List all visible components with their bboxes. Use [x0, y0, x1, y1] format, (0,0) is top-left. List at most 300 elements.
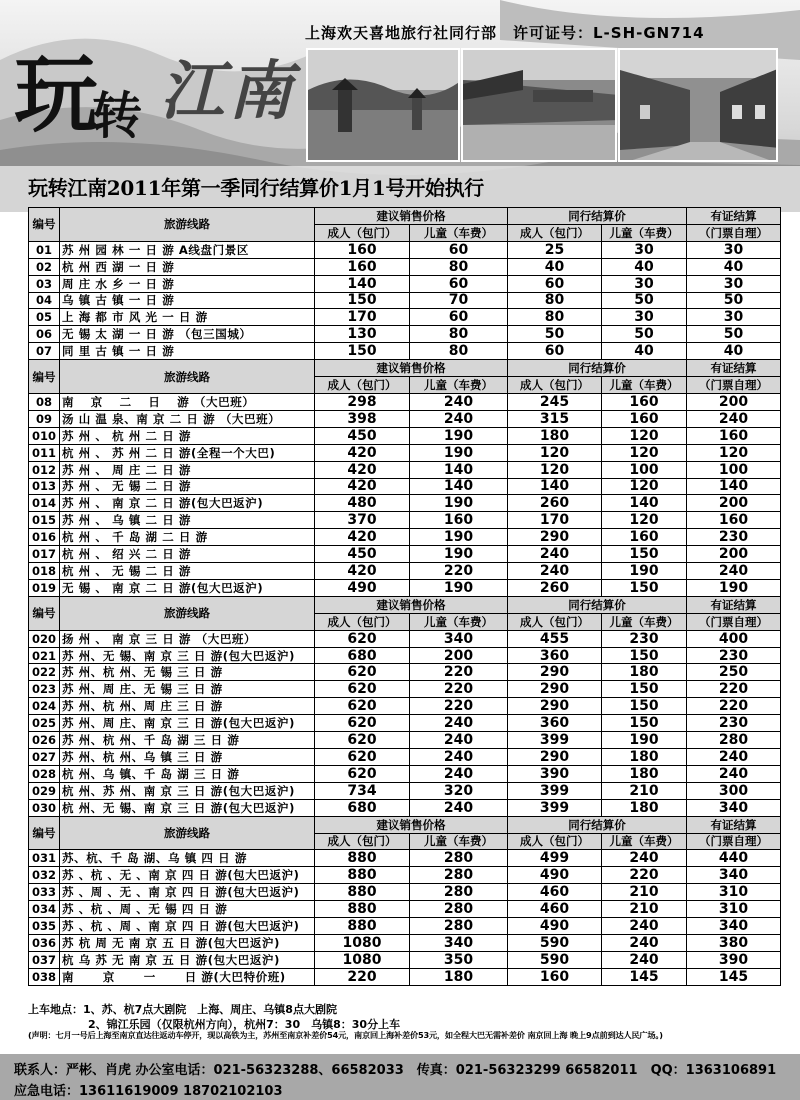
table-row [29, 546, 781, 563]
peer-child-price: 180 [602, 749, 687, 766]
logo-char-zhuan: 转 [92, 86, 142, 145]
header-cert: 有证结算 [687, 360, 781, 377]
peer-adult-price: 260 [508, 579, 602, 596]
table-row [29, 901, 781, 918]
section-header-row [29, 208, 781, 225]
table-row [29, 934, 781, 951]
peer-adult-price: 290 [508, 664, 602, 681]
emergency-line: 应急电话：13611619009 18702102103 [14, 1084, 283, 1099]
peer-child-price: 240 [602, 918, 687, 935]
peer-adult-price: 290 [508, 749, 602, 766]
header-route: 旅游线路 [60, 360, 315, 394]
route-name: 杭 州、乌 镇、千 岛 湖 三 日 游 [60, 765, 315, 782]
retail-child-price: 240 [410, 410, 508, 427]
table-row [29, 326, 781, 343]
cert-price: 230 [687, 647, 781, 664]
cert-price: 160 [687, 427, 781, 444]
page-title: 玩转江南2011年第一季同行结算价1月1号开始执行 [28, 176, 484, 200]
retail-child-price: 200 [410, 647, 508, 664]
retail-adult-price: 370 [315, 512, 410, 529]
peer-child-price: 210 [602, 901, 687, 918]
retail-adult-price: 620 [315, 698, 410, 715]
route-name: 苏 州、周 庄、南 京 三 日 游(包大巴返沪) [60, 715, 315, 732]
route-number: 018 [29, 563, 60, 580]
cert-price: 300 [687, 782, 781, 799]
agency-license-line: 上海欢天喜地旅行社同行部 许可证号：L-SH-GN714 [305, 24, 705, 42]
route-number: 026 [29, 732, 60, 749]
retail-adult-price: 880 [315, 884, 410, 901]
cert-price: 230 [687, 529, 781, 546]
route-number: 037 [29, 951, 60, 968]
table-row [29, 681, 781, 698]
retail-adult-price: 1080 [315, 934, 410, 951]
retail-adult-price: 130 [315, 326, 410, 343]
peer-child-price: 30 [602, 241, 687, 258]
peer-child-price: 150 [602, 579, 687, 596]
table-row [29, 749, 781, 766]
disclaimer: (声明：七月一号后上海至南京直达往返动车停开，现以高铁为主，苏州至南京补差价54元，南京回上海补差价53元，如全程大巴无需补差价 南京回上海 晚上9点前到达人民广场。) [28, 1030, 663, 1040]
retail-child-price: 190 [410, 546, 508, 563]
subheader-peer-child: 儿童（车费） [602, 224, 687, 241]
retail-adult-price: 160 [315, 241, 410, 258]
cert-price: 200 [687, 546, 781, 563]
cert-price: 100 [687, 461, 781, 478]
table-row [29, 393, 781, 410]
subheader-cert: （门票自理） [687, 377, 781, 394]
cert-price: 30 [687, 275, 781, 292]
cert-price: 30 [687, 309, 781, 326]
peer-adult-price: 590 [508, 951, 602, 968]
route-number: 029 [29, 782, 60, 799]
subheader-retail-adult: 成人（包门） [315, 833, 410, 850]
retail-adult-price: 298 [315, 393, 410, 410]
route-number: 09 [29, 410, 60, 427]
section-header-row [29, 360, 781, 377]
peer-adult-price: 260 [508, 495, 602, 512]
table-row [29, 799, 781, 816]
subheader-retail-child: 儿童（车费） [410, 377, 508, 394]
retail-adult-price: 420 [315, 461, 410, 478]
route-number: 038 [29, 968, 60, 985]
contact-footer [0, 1054, 800, 1100]
subheader-retail-child: 儿童（车费） [410, 833, 508, 850]
route-number: 01 [29, 241, 60, 258]
subheader-peer-adult: 成人（包门） [508, 833, 602, 850]
cert-price: 280 [687, 732, 781, 749]
table-row [29, 343, 781, 360]
peer-adult-price: 240 [508, 563, 602, 580]
pickup-note-2: 2、锦江乐园（仅限杭州方向），杭州7：30 乌镇8：30分上车 [88, 1018, 401, 1031]
header-banner [0, 0, 800, 212]
cert-price: 145 [687, 968, 781, 985]
retail-adult-price: 450 [315, 427, 410, 444]
route-number: 013 [29, 478, 60, 495]
header-cert: 有证结算 [687, 208, 781, 225]
peer-child-price: 150 [602, 647, 687, 664]
route-number: 04 [29, 292, 60, 309]
route-name: 苏 州 、 周 庄 二 日 游 [60, 461, 315, 478]
subheader-cert: （门票自理） [687, 224, 781, 241]
table-row [29, 630, 781, 647]
retail-adult-price: 420 [315, 563, 410, 580]
retail-child-price: 140 [410, 461, 508, 478]
peer-child-price: 100 [602, 461, 687, 478]
table-row [29, 664, 781, 681]
peer-child-price: 120 [602, 512, 687, 529]
route-name: 扬 州 、 南 京 三 日 游 （大巴班） [60, 630, 315, 647]
retail-adult-price: 680 [315, 799, 410, 816]
retail-adult-price: 220 [315, 968, 410, 985]
retail-child-price: 180 [410, 968, 508, 985]
table-row [29, 275, 781, 292]
route-number: 022 [29, 664, 60, 681]
retail-adult-price: 880 [315, 901, 410, 918]
peer-adult-price: 170 [508, 512, 602, 529]
table-row [29, 309, 781, 326]
retail-adult-price: 170 [315, 309, 410, 326]
retail-child-price: 280 [410, 884, 508, 901]
peer-child-price: 180 [602, 799, 687, 816]
logo-jiangnan: 江南 [160, 54, 296, 129]
table-row [29, 850, 781, 867]
header-route: 旅游线路 [60, 208, 315, 242]
retail-adult-price: 420 [315, 444, 410, 461]
retail-child-price: 220 [410, 664, 508, 681]
logo-char-wan: 玩 [14, 45, 99, 144]
retail-child-price: 80 [410, 258, 508, 275]
peer-child-price: 40 [602, 343, 687, 360]
table-row [29, 951, 781, 968]
retail-child-price: 80 [410, 343, 508, 360]
route-name: 汤 山 温 泉、南 京 二 日 游 （大巴班） [60, 410, 315, 427]
peer-adult-price: 245 [508, 393, 602, 410]
header-retail: 建议销售价格 [315, 360, 508, 377]
header-retail: 建议销售价格 [315, 816, 508, 833]
cert-price: 120 [687, 444, 781, 461]
route-name: 南 京 二 日 游 （大巴班） [60, 393, 315, 410]
route-number: 024 [29, 698, 60, 715]
cert-price: 440 [687, 850, 781, 867]
route-name: 周 庄 水 乡 一 日 游 [60, 275, 315, 292]
retail-child-price: 60 [410, 309, 508, 326]
retail-child-price: 190 [410, 579, 508, 596]
peer-child-price: 120 [602, 444, 687, 461]
subheader-retail-child: 儿童（车费） [410, 224, 508, 241]
peer-child-price: 240 [602, 934, 687, 951]
table-row [29, 529, 781, 546]
section-header-row [29, 596, 781, 613]
peer-child-price: 30 [602, 275, 687, 292]
peer-adult-price: 460 [508, 884, 602, 901]
retail-adult-price: 680 [315, 647, 410, 664]
peer-adult-price: 399 [508, 799, 602, 816]
peer-child-price: 145 [602, 968, 687, 985]
peer-adult-price: 315 [508, 410, 602, 427]
peer-child-price: 40 [602, 258, 687, 275]
header-retail: 建议销售价格 [315, 208, 508, 225]
peer-child-price: 190 [602, 732, 687, 749]
cert-price: 190 [687, 579, 781, 596]
route-name: 杭 州、无 锡、南 京 三 日 游(包大巴返沪) [60, 799, 315, 816]
route-number: 035 [29, 918, 60, 935]
cert-price: 240 [687, 765, 781, 782]
water-town-photo [618, 48, 778, 162]
cert-price: 30 [687, 241, 781, 258]
peer-child-price: 150 [602, 681, 687, 698]
peer-adult-price: 290 [508, 698, 602, 715]
route-name: 苏 州 、 乌 镇 二 日 游 [60, 512, 315, 529]
peer-adult-price: 40 [508, 258, 602, 275]
cert-price: 380 [687, 934, 781, 951]
retail-child-price: 220 [410, 563, 508, 580]
section-header-row [29, 816, 781, 833]
route-number: 023 [29, 681, 60, 698]
route-number: 017 [29, 546, 60, 563]
route-name: 苏 州、杭 州、无 锡 三 日 游 [60, 664, 315, 681]
header-route: 旅游线路 [60, 816, 315, 850]
route-name: 无 锡 太 湖 一 日 游 （包三国城） [60, 326, 315, 343]
retail-adult-price: 734 [315, 782, 410, 799]
header-peer: 同行结算价 [508, 360, 687, 377]
peer-adult-price: 160 [508, 968, 602, 985]
subheader-cert: （门票自理） [687, 833, 781, 850]
table-row [29, 563, 781, 580]
retail-adult-price: 398 [315, 410, 410, 427]
retail-child-price: 220 [410, 698, 508, 715]
header-cert: 有证结算 [687, 596, 781, 613]
route-name: 杭 州、苏 州、南 京 三 日 游(包大巴返沪) [60, 782, 315, 799]
table-row [29, 478, 781, 495]
retail-child-price: 70 [410, 292, 508, 309]
header-no: 编号 [29, 596, 60, 630]
table-row [29, 782, 781, 799]
header-peer: 同行结算价 [508, 596, 687, 613]
cert-price: 250 [687, 664, 781, 681]
peer-adult-price: 120 [508, 444, 602, 461]
route-name: 杭 州 、 苏 州 二 日 游(全程一个大巴) [60, 444, 315, 461]
route-number: 028 [29, 765, 60, 782]
cert-price: 390 [687, 951, 781, 968]
route-name: 苏 州、无 锡、南 京 三 日 游(包大巴返沪) [60, 647, 315, 664]
route-name: 苏、杭、千 岛 湖、乌 镇 四 日 游 [60, 850, 315, 867]
header-peer: 同行结算价 [508, 208, 687, 225]
retail-adult-price: 620 [315, 630, 410, 647]
peer-adult-price: 455 [508, 630, 602, 647]
route-name: 南 京 一 日 游(大巴特价班) [60, 968, 315, 985]
cert-price: 400 [687, 630, 781, 647]
subheader-retail-adult: 成人（包门） [315, 224, 410, 241]
cert-price: 50 [687, 326, 781, 343]
retail-child-price: 280 [410, 867, 508, 884]
route-name: 杭 乌 苏 无 南 京 五 日 游(包大巴返沪) [60, 951, 315, 968]
table-row [29, 698, 781, 715]
peer-child-price: 150 [602, 698, 687, 715]
route-number: 036 [29, 934, 60, 951]
route-name: 杭 州 、 千 岛 湖 二 日 游 [60, 529, 315, 546]
peer-child-price: 180 [602, 664, 687, 681]
table-row [29, 410, 781, 427]
peer-adult-price: 180 [508, 427, 602, 444]
route-name: 苏 、杭 、周 、无 锡 四 日 游 [60, 901, 315, 918]
cert-price: 220 [687, 698, 781, 715]
peer-adult-price: 490 [508, 918, 602, 935]
cert-price: 240 [687, 749, 781, 766]
table-row [29, 495, 781, 512]
peer-child-price: 120 [602, 427, 687, 444]
route-name: 苏 州、杭 州、周 庄 三 日 游 [60, 698, 315, 715]
retail-child-price: 240 [410, 799, 508, 816]
cert-price: 230 [687, 715, 781, 732]
peer-child-price: 240 [602, 951, 687, 968]
route-number: 027 [29, 749, 60, 766]
retail-child-price: 280 [410, 918, 508, 935]
retail-adult-price: 880 [315, 850, 410, 867]
canal-town-photo [461, 48, 617, 162]
route-name: 杭 州 、 无 锡 二 日 游 [60, 563, 315, 580]
retail-adult-price: 620 [315, 765, 410, 782]
retail-adult-price: 620 [315, 715, 410, 732]
peer-child-price: 160 [602, 529, 687, 546]
peer-adult-price: 590 [508, 934, 602, 951]
subheader-peer-child: 儿童（车费） [602, 377, 687, 394]
peer-adult-price: 25 [508, 241, 602, 258]
peer-adult-price: 120 [508, 461, 602, 478]
retail-child-price: 190 [410, 495, 508, 512]
route-number: 08 [29, 393, 60, 410]
route-name: 苏 州、杭 州、乌 镇 三 日 游 [60, 749, 315, 766]
retail-child-price: 340 [410, 934, 508, 951]
cert-price: 240 [687, 563, 781, 580]
route-number: 031 [29, 850, 60, 867]
route-number: 010 [29, 427, 60, 444]
west-lake-photo [306, 48, 460, 162]
peer-child-price: 160 [602, 410, 687, 427]
retail-child-price: 240 [410, 765, 508, 782]
retail-child-price: 190 [410, 427, 508, 444]
peer-adult-price: 399 [508, 782, 602, 799]
route-name: 苏 州、杭 州、千 岛 湖 三 日 游 [60, 732, 315, 749]
table-row [29, 292, 781, 309]
route-number: 012 [29, 461, 60, 478]
retail-child-price: 280 [410, 901, 508, 918]
header-no: 编号 [29, 208, 60, 242]
route-name: 杭 州 、 绍 兴 二 日 游 [60, 546, 315, 563]
peer-adult-price: 140 [508, 478, 602, 495]
peer-adult-price: 360 [508, 647, 602, 664]
header-no: 编号 [29, 816, 60, 850]
route-number: 021 [29, 647, 60, 664]
retail-adult-price: 620 [315, 749, 410, 766]
header-cert: 有证结算 [687, 816, 781, 833]
retail-adult-price: 620 [315, 732, 410, 749]
route-name: 杭 州 西 湖 一 日 游 [60, 258, 315, 275]
subheader-peer-adult: 成人（包门） [508, 613, 602, 630]
price-table [28, 207, 781, 986]
route-name: 苏 杭 周 无 南 京 五 日 游(包大巴返沪) [60, 934, 315, 951]
retail-adult-price: 420 [315, 478, 410, 495]
route-name: 上 海 都 市 风 光 一 日 游 [60, 309, 315, 326]
cert-price: 340 [687, 799, 781, 816]
subheader-peer-adult: 成人（包门） [508, 377, 602, 394]
table-row [29, 427, 781, 444]
route-name: 苏 州 、 无 锡 二 日 游 [60, 478, 315, 495]
route-number: 025 [29, 715, 60, 732]
retail-child-price: 350 [410, 951, 508, 968]
pickup-note-1: 上车地点：1、苏、杭7点大剧院 上海、周庄、乌镇8点大剧院 [28, 1003, 337, 1016]
header-route: 旅游线路 [60, 596, 315, 630]
route-name: 苏 州 、 南 京 二 日 游(包大巴返沪) [60, 495, 315, 512]
peer-child-price: 230 [602, 630, 687, 647]
table-row [29, 732, 781, 749]
retail-adult-price: 620 [315, 681, 410, 698]
peer-adult-price: 240 [508, 546, 602, 563]
cert-price: 240 [687, 410, 781, 427]
table-row [29, 461, 781, 478]
peer-adult-price: 399 [508, 732, 602, 749]
table-row [29, 884, 781, 901]
peer-child-price: 150 [602, 715, 687, 732]
peer-child-price: 50 [602, 326, 687, 343]
route-number: 015 [29, 512, 60, 529]
retail-child-price: 190 [410, 529, 508, 546]
header-peer: 同行结算价 [508, 816, 687, 833]
peer-child-price: 150 [602, 546, 687, 563]
route-name: 乌 镇 古 镇 一 日 游 [60, 292, 315, 309]
header-no: 编号 [29, 360, 60, 394]
peer-child-price: 210 [602, 782, 687, 799]
retail-child-price: 280 [410, 850, 508, 867]
peer-adult-price: 290 [508, 529, 602, 546]
retail-child-price: 160 [410, 512, 508, 529]
cert-price: 160 [687, 512, 781, 529]
peer-adult-price: 80 [508, 309, 602, 326]
retail-adult-price: 480 [315, 495, 410, 512]
retail-adult-price: 160 [315, 258, 410, 275]
retail-adult-price: 150 [315, 343, 410, 360]
table-row [29, 444, 781, 461]
retail-child-price: 340 [410, 630, 508, 647]
peer-adult-price: 390 [508, 765, 602, 782]
retail-child-price: 140 [410, 478, 508, 495]
cert-price: 340 [687, 918, 781, 935]
table-row [29, 241, 781, 258]
subheader-retail-adult: 成人（包门） [315, 377, 410, 394]
retail-child-price: 60 [410, 275, 508, 292]
retail-child-price: 190 [410, 444, 508, 461]
subheader-peer-child: 儿童（车费） [602, 833, 687, 850]
route-number: 05 [29, 309, 60, 326]
route-number: 03 [29, 275, 60, 292]
peer-adult-price: 499 [508, 850, 602, 867]
cert-price: 310 [687, 901, 781, 918]
cert-price: 220 [687, 681, 781, 698]
retail-child-price: 220 [410, 681, 508, 698]
retail-child-price: 320 [410, 782, 508, 799]
route-number: 011 [29, 444, 60, 461]
route-number: 032 [29, 867, 60, 884]
cert-price: 140 [687, 478, 781, 495]
cert-price: 340 [687, 867, 781, 884]
route-number: 06 [29, 326, 60, 343]
subheader-retail-child: 儿童（车费） [410, 613, 508, 630]
retail-adult-price: 150 [315, 292, 410, 309]
table-row [29, 647, 781, 664]
peer-child-price: 240 [602, 850, 687, 867]
route-number: 030 [29, 799, 60, 816]
peer-child-price: 30 [602, 309, 687, 326]
subheader-retail-adult: 成人（包门） [315, 613, 410, 630]
peer-child-price: 140 [602, 495, 687, 512]
